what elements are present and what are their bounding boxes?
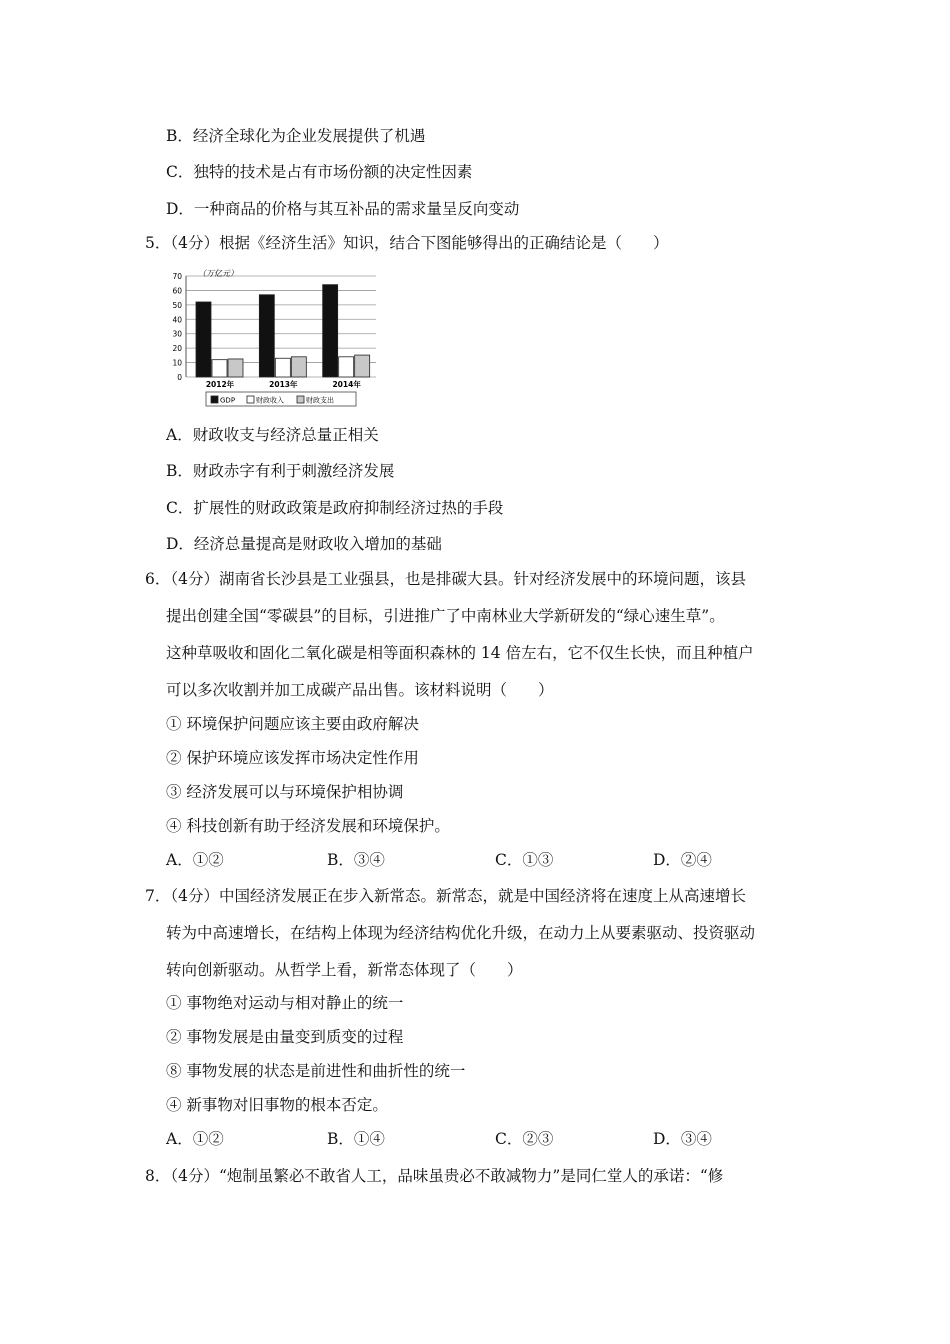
q6-stem-line: 6．（4分）湖南省长沙县是工业强县，也是排碳大县。针对经济发展中的环境问题，该县	[145, 570, 746, 588]
chart-legend-swatch	[297, 396, 304, 403]
q4-option-b: B．经济全球化为企业发展提供了机遇	[166, 127, 426, 145]
chart-title: （万亿元）	[198, 269, 238, 278]
q5-bar-chart	[164, 262, 380, 412]
q5-option-c: C．扩展性的财政政策是政府抑制经济过热的手段	[166, 499, 504, 517]
chart-bar-revenue	[212, 360, 227, 377]
chart-bar-expenditure	[355, 355, 370, 377]
q7-choice-c: C．②③	[495, 1130, 554, 1148]
q7-stem-line: 转为中高速增长，在结构上体现为经济结构优化升级，在动力上从要素驱动、投资驱动	[166, 924, 756, 942]
q5-option-d: D．经济总量提高是财政收入增加的基础	[166, 535, 442, 553]
chart-bar-revenue	[275, 358, 290, 377]
chart-bar-revenue	[339, 357, 354, 377]
q4-option-c: C．独特的技术是占有市场份额的决定性因素	[166, 163, 473, 181]
q7-choice-b: B．①④	[327, 1130, 385, 1148]
q5-option-a: A．财政收支与经济总量正相关	[166, 426, 379, 444]
chart-bar-gdp	[259, 295, 274, 377]
q8-stem-line: 8．（4分）“炮制虽繁必不敢省人工，品味虽贵必不敢减物力”是同仁堂人的承诺：“修	[145, 1167, 724, 1185]
q6-stem-line: 这种草吸收和固化二氧化碳是相等面积森林的 14 倍左右，它不仅生长快，而且种植户	[166, 644, 754, 662]
q6-choice-d: D．②④	[653, 851, 712, 869]
q6-choice-a: A．①②	[166, 851, 224, 869]
q7-stem-line: 转向创新驱动。从哲学上看，新常态体现了（ ）	[166, 961, 523, 979]
chart-legend-label: GDP	[220, 396, 236, 405]
chart-bar-expenditure	[228, 359, 243, 377]
chart-bar-expenditure	[291, 357, 306, 377]
q6-statement: ② 保护环境应该发挥市场决定性作用	[166, 749, 419, 767]
chart-bar-gdp	[196, 302, 211, 377]
chart-bar-gdp	[323, 285, 338, 377]
q5-option-b: B．财政赤字有利于刺激经济发展	[166, 462, 395, 480]
chart-category-label: 2013年	[269, 380, 298, 389]
chart-y-tick-label: 0	[177, 373, 182, 382]
q6-choice-b: B．③④	[327, 851, 385, 869]
q7-choice-a: A．①②	[166, 1130, 224, 1148]
q7-statement: ① 事物绝对运动与相对静止的统一	[166, 994, 404, 1012]
chart-legend-swatch	[247, 396, 254, 403]
chart-y-tick-label: 60	[172, 286, 182, 296]
chart-y-tick-label: 40	[172, 315, 182, 325]
chart-legend-swatch	[211, 396, 218, 403]
q6-statement: ① 环境保护问题应该主要由政府解决	[166, 715, 419, 733]
q6-stem-line: 提出创建全国“零碳县”的目标，引进推广了中南林业大学新研发的“绿心速生草”。	[166, 607, 725, 625]
q7-choice-d: D．③④	[653, 1130, 712, 1148]
chart-y-tick-label: 70	[172, 272, 182, 281]
q6-statement: ③ 经济发展可以与环境保护相协调	[166, 783, 404, 801]
chart-y-tick-label: 30	[172, 329, 182, 339]
q4-option-d: D．一种商品的价格与其互补品的需求量呈反向变动	[166, 200, 520, 218]
chart-category-label: 2014年	[332, 380, 361, 389]
q6-choice-c: C．①③	[495, 851, 554, 869]
q6-stem-line: 可以多次收割并加工成碳产品出售。该材料说明（ ）	[166, 681, 554, 699]
q7-stem-line: 7．（4分）中国经济发展正在步入新常态。新常态，就是中国经济将在速度上从高速增长	[145, 887, 746, 905]
chart-category-label: 2012年	[205, 380, 235, 389]
chart-y-tick-label: 20	[172, 344, 182, 354]
q6-statement: ④ 科技创新有助于经济发展和环境保护。	[166, 817, 450, 835]
chart-y-tick-label: 50	[172, 300, 182, 310]
q5-stem: 5．（4分）根据《经济生活》知识，结合下图能够得出的正确结论是（ ）	[145, 234, 669, 252]
chart-legend-label: 财政收入	[256, 396, 284, 405]
q7-statement: ② 事物发展是由量变到质变的过程	[166, 1028, 404, 1046]
chart-legend-label: 财政支出	[306, 396, 334, 405]
chart-y-tick-label: 10	[172, 358, 182, 368]
q7-statement: ④ 新事物对旧事物的根本否定。	[166, 1096, 388, 1114]
q7-statement: ⑧ 事物发展的状态是前进性和曲折性的统一	[166, 1062, 466, 1080]
